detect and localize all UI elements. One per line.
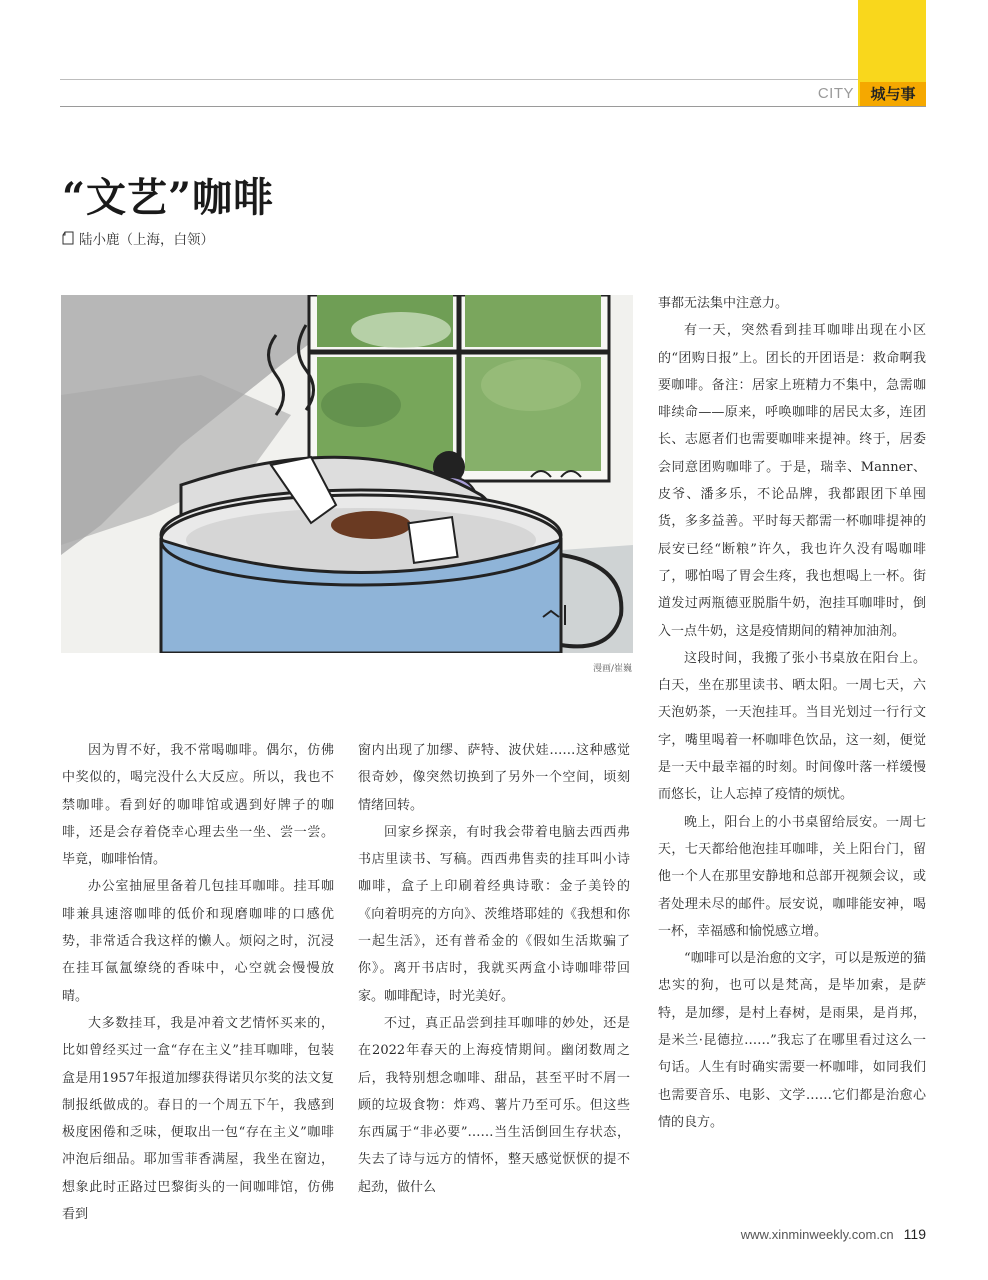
text-column-2 — [358, 737, 630, 1201]
header-rule-top — [60, 79, 858, 80]
section-label-en: CITY — [817, 85, 854, 102]
article-title: “文艺”咖啡 — [62, 174, 275, 221]
paragraph: 不过，真正品尝到挂耳咖啡的妙处，还是在2022年春天的上海疫情期间。幽闭数周之后，我特别想念咖啡、甜品，甚至平时不屑一顾的垃圾食物：炸鸡、薯片乃至可乐。但这些东西属于“非必要”……当生活倒回生存状态，失去了诗与远方的情怀，整天感觉恹恹的提不起劲，做什么 — [358, 1015, 630, 1195]
text-column-3 — [658, 290, 926, 1136]
paragraph: 有一天，突然看到挂耳咖啡出现在小区的“团购日报”上。团长的开团语是：救命啊我要咖啡。备注：居家上班精力不集中，急需咖啡续命——原来，呼唤咖啡的居民太多，连团长、志愿者们也需要咖啡来提神。终于，居委会同意团购咖啡了。于是，瑞幸、Manner、皮爷、潘多乐，不论品牌，我都跟团下单囤货，多多益善。平时每天都需一杯咖啡提神的辰安已经“断粮”许久，我也许久没有喝咖啡了，哪怕喝了胃会生疼，我也想喝上一杯。街道发过两瓶德亚脱脂牛奶，泡挂耳咖啡时，倒入一点牛奶，这是疫情期间的精神加油剂。 — [658, 323, 926, 639]
paragraph: “咖啡可以是治愈的文字，可以是叛逆的猫忠实的狗，也可以是梵高，是毕加索，是萨特，是加缪，是村上春树，是雨果，是肖邦，是米兰·昆德拉……”我忘了在哪里看过这么一句话。人生有时确实需要一杯咖啡，如同我们也需要音乐、电影、文学……它们都是治愈心情的良方。 — [658, 951, 926, 1130]
page-footer — [700, 1226, 926, 1242]
footer-url[interactable]: www.xinminweekly.com.cn — [740, 1226, 894, 1242]
paragraph: 晚上，阳台上的小书桌留给辰安。一周七天，七天都给他泡挂耳咖啡，关上阳台门，留他一个人在那里安静地和总部开视频会议，或者处理未尽的邮件。辰安说，咖啡能安神，喝一杯，幸福感和愉悦感立增。 — [658, 814, 926, 939]
pen-icon — [62, 231, 74, 245]
paragraph: 这段时间，我搬了张小书桌放在阳台上。白天，坐在那里读书、晒太阳。一周七天，六天泡奶茶，一天泡挂耳。当目光划过一行行文字，嘴里喝着一杯咖啡色饮品，这一刻，便觉是一天中最幸福的时刻。时间像叶落一样缓慢而悠长，让人忘掉了疫情的烦忧。 — [658, 650, 926, 803]
page-number: 119 — [903, 1226, 926, 1242]
paragraph: 办公室抽屉里备着几包挂耳咖啡。挂耳咖啡兼具速溶咖啡的低价和现磨咖啡的口感优势，非常适合我这样的懒人。烦闷之时，沉浸在挂耳氤氲缭绕的香味中，心空就会慢慢放晴。 — [62, 879, 334, 1004]
illustration-caption: 漫画/崔巍 — [592, 664, 632, 674]
paragraph: 窗内出现了加缪、萨特、波伏娃……这种感觉很奇妙，像突然切换到了另外一个空间，顷刻情绪回转。 — [358, 743, 630, 813]
byline-text: 陆小鹿（上海，白领） — [79, 232, 214, 248]
paragraph: 事都无法集中注意力。 — [658, 296, 789, 311]
coffee-illustration — [61, 295, 633, 653]
text-column-1 — [62, 737, 334, 1228]
section-label-cn: 城与事 — [870, 85, 916, 103]
paragraph: 大多数挂耳，我是冲着文艺情怀买来的，比如曾经买过一盒“存在主义”挂耳咖啡，包装盒是用1957年报道加缪获得诺贝尔奖的法文复制报纸做成的。春日的一个周五下午，我感到极度困倦和乏味，便取出一包“存在主义”咖啡冲泡后细品。耶加雪菲香满屋，我坐在窗边，想象此时正路过巴黎街头的一间咖啡馆，仿佛看到 — [62, 1015, 334, 1223]
paragraph: 回家乡探亲，有时我会带着电脑去西西弗书店里读书、写稿。西西弗售卖的挂耳叫小诗咖啡，盒子上印刷着经典诗歌：金子美铃的《向着明亮的方向》、茨维塔耶娃的《我想和你一起生活》，还有普希金的《假如生活欺骗了你》。离开书店时，我就买两盒小诗咖啡带回家。咖啡配诗，时光美好。 — [358, 824, 630, 1004]
byline — [62, 228, 214, 248]
paragraph: 因为胃不好，我不常喝咖啡。偶尔，仿佛中奖似的，喝完没什么大反应。所以，我也不禁咖啡。看到好的咖啡馆或遇到好牌子的咖啡，还是会存着侥幸心理去坐一坐、尝一尝。毕竟，咖啡怡情。 — [62, 743, 334, 868]
header-rule-bottom — [60, 106, 926, 107]
